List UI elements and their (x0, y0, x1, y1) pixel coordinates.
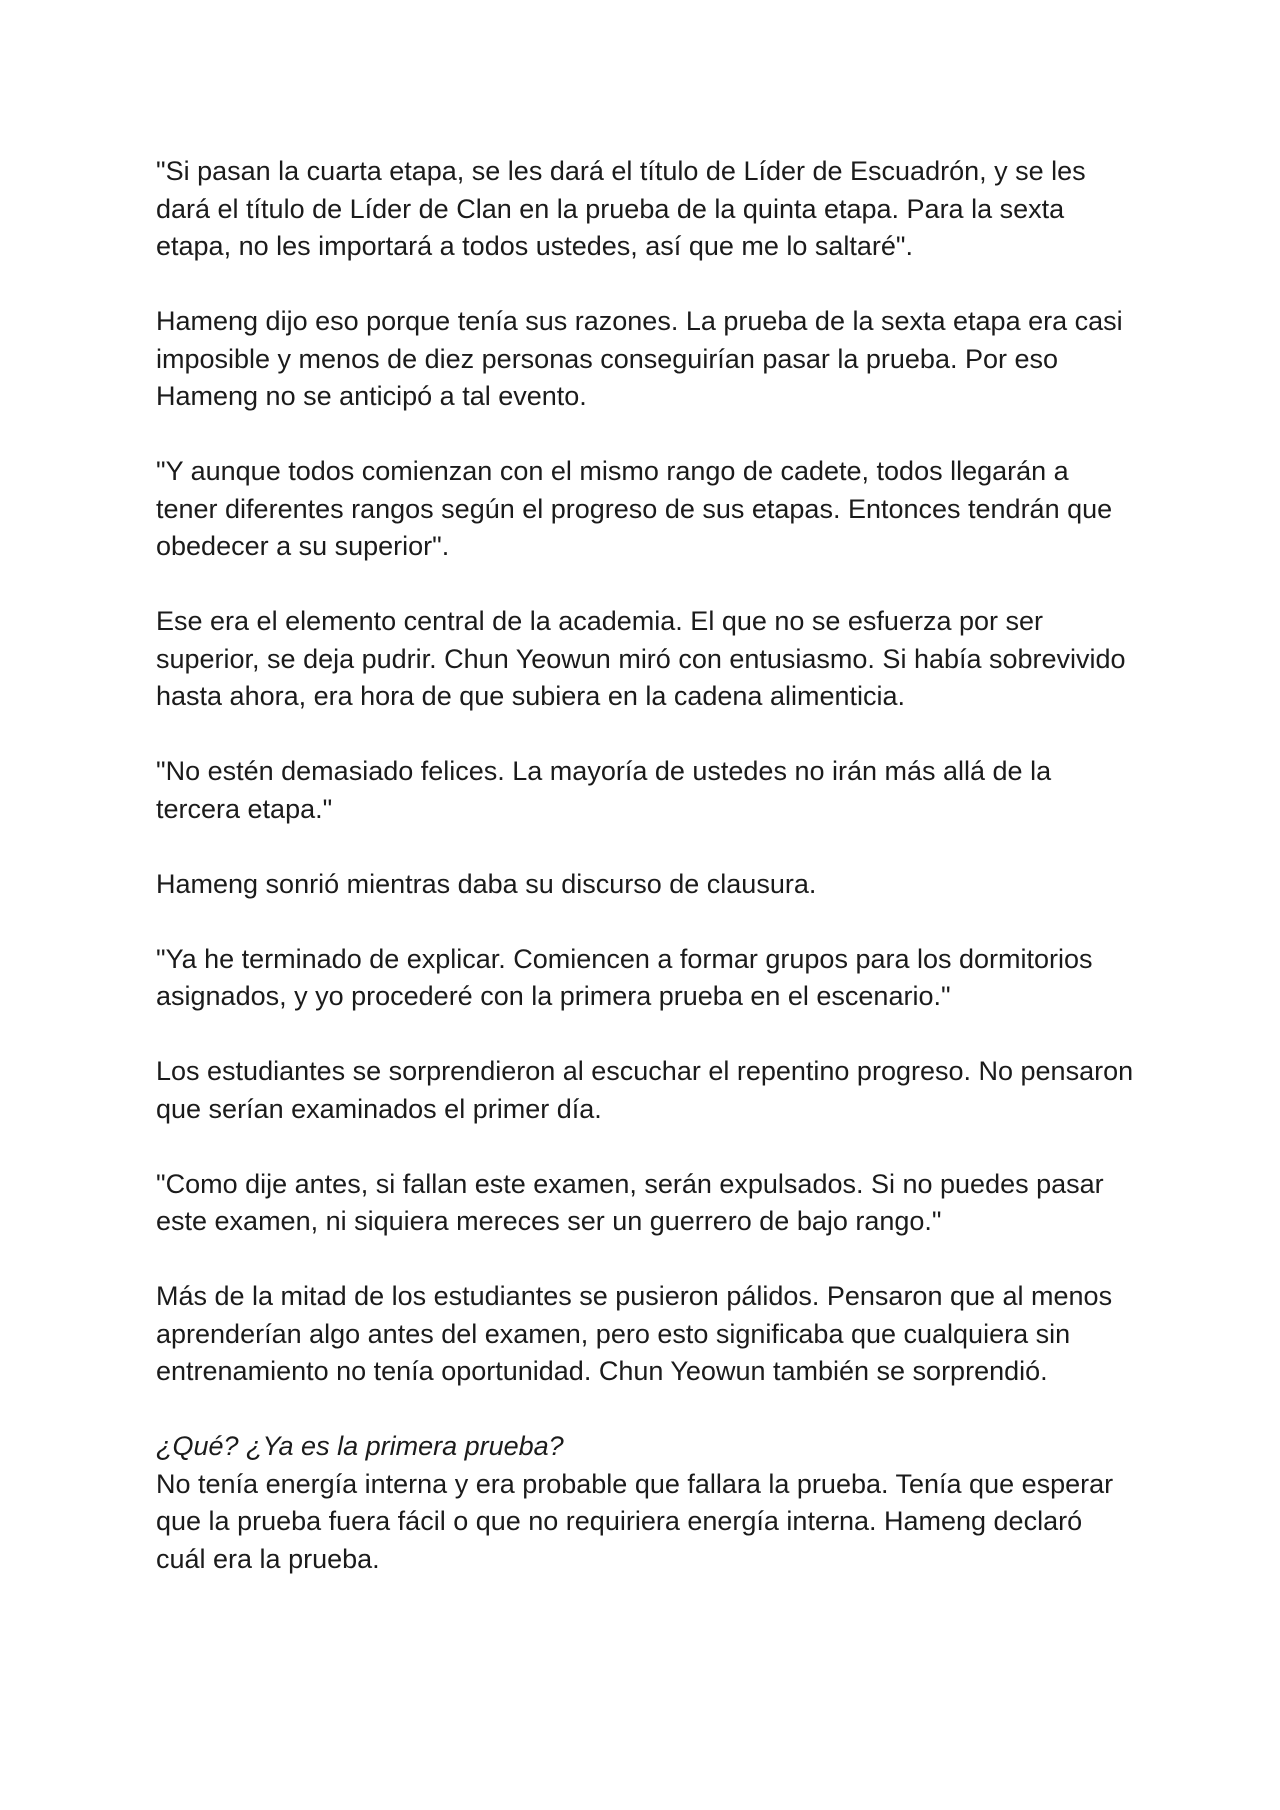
paragraph-10: Más de la mitad de los estudiantes se pusieron pálidos. Pensaron que al menos aprenderían algo antes del examen, pero esto significaba que cualquiera sin entrenamiento no tenía oportunidad. Chun Yeowun también se sorprendió. (156, 1281, 1113, 1386)
paragraph-1: "Si pasan la cuarta etapa, se les dará el título de Líder de Escuadrón, y se les dará el título de Líder de Clan en la prueba de la quinta etapa. Para la sexta etapa, no les importará a todos ustedes, así que me lo saltaré". (156, 156, 1086, 261)
paragraph-9: "Como dije antes, si fallan este examen, serán expulsados. Si no puedes pasar este examen, ni siquiera mereces ser un guerrero de bajo rango." (156, 1168, 1104, 1236)
paragraph-11-thought: ¿Qué? ¿Ya es la primera prueba? (156, 1431, 564, 1461)
paragraph-8: Los estudiantes se sorprendieron al escuchar el repentino progreso. No pensaron que serían examinados el primer día. (156, 1056, 1134, 1124)
paragraph-4: Ese era el elemento central de la academia. El que no se esfuerza por ser superior, se deja pudrir. Chun Yeowun miró con entusiasmo. Si había sobrevivido hasta ahora, era hora de que subiera en la cadena alimenticia. (156, 606, 1126, 711)
paragraph-12: No tenía energía interna y era probable que fallara la prueba. Tenía que esperar que la prueba fuera fácil o que no requiriera energía interna. Hameng declaró cuál era la prueba. (156, 1468, 1114, 1574)
paragraph-7: "Ya he terminado de explicar. Comiencen a formar grupos para los dormitorios asignados, y yo procederé con la primera prueba en el escenario." (156, 943, 1093, 1011)
paragraph-3: "Y aunque todos comienzan con el mismo rango de cadete, todos llegarán a tener diferentes rangos según el progreso de sus etapas. Entonces tendrán que obedecer a su superior". (156, 456, 1113, 561)
paragraph-2: Hameng dijo eso porque tenía sus razones. La prueba de la sexta etapa era casi imposible y menos de diez personas conseguirían pasar la prueba. Por eso Hameng no se anticipó a tal evento. (156, 306, 1123, 411)
paragraph-5: "No estén demasiado felices. La mayoría de ustedes no irán más allá de la tercera etapa." (156, 756, 1052, 824)
document-page (156, 153, 1136, 1616)
paragraph-6: Hameng sonrió mientras daba su discurso de clausura. (156, 868, 817, 899)
